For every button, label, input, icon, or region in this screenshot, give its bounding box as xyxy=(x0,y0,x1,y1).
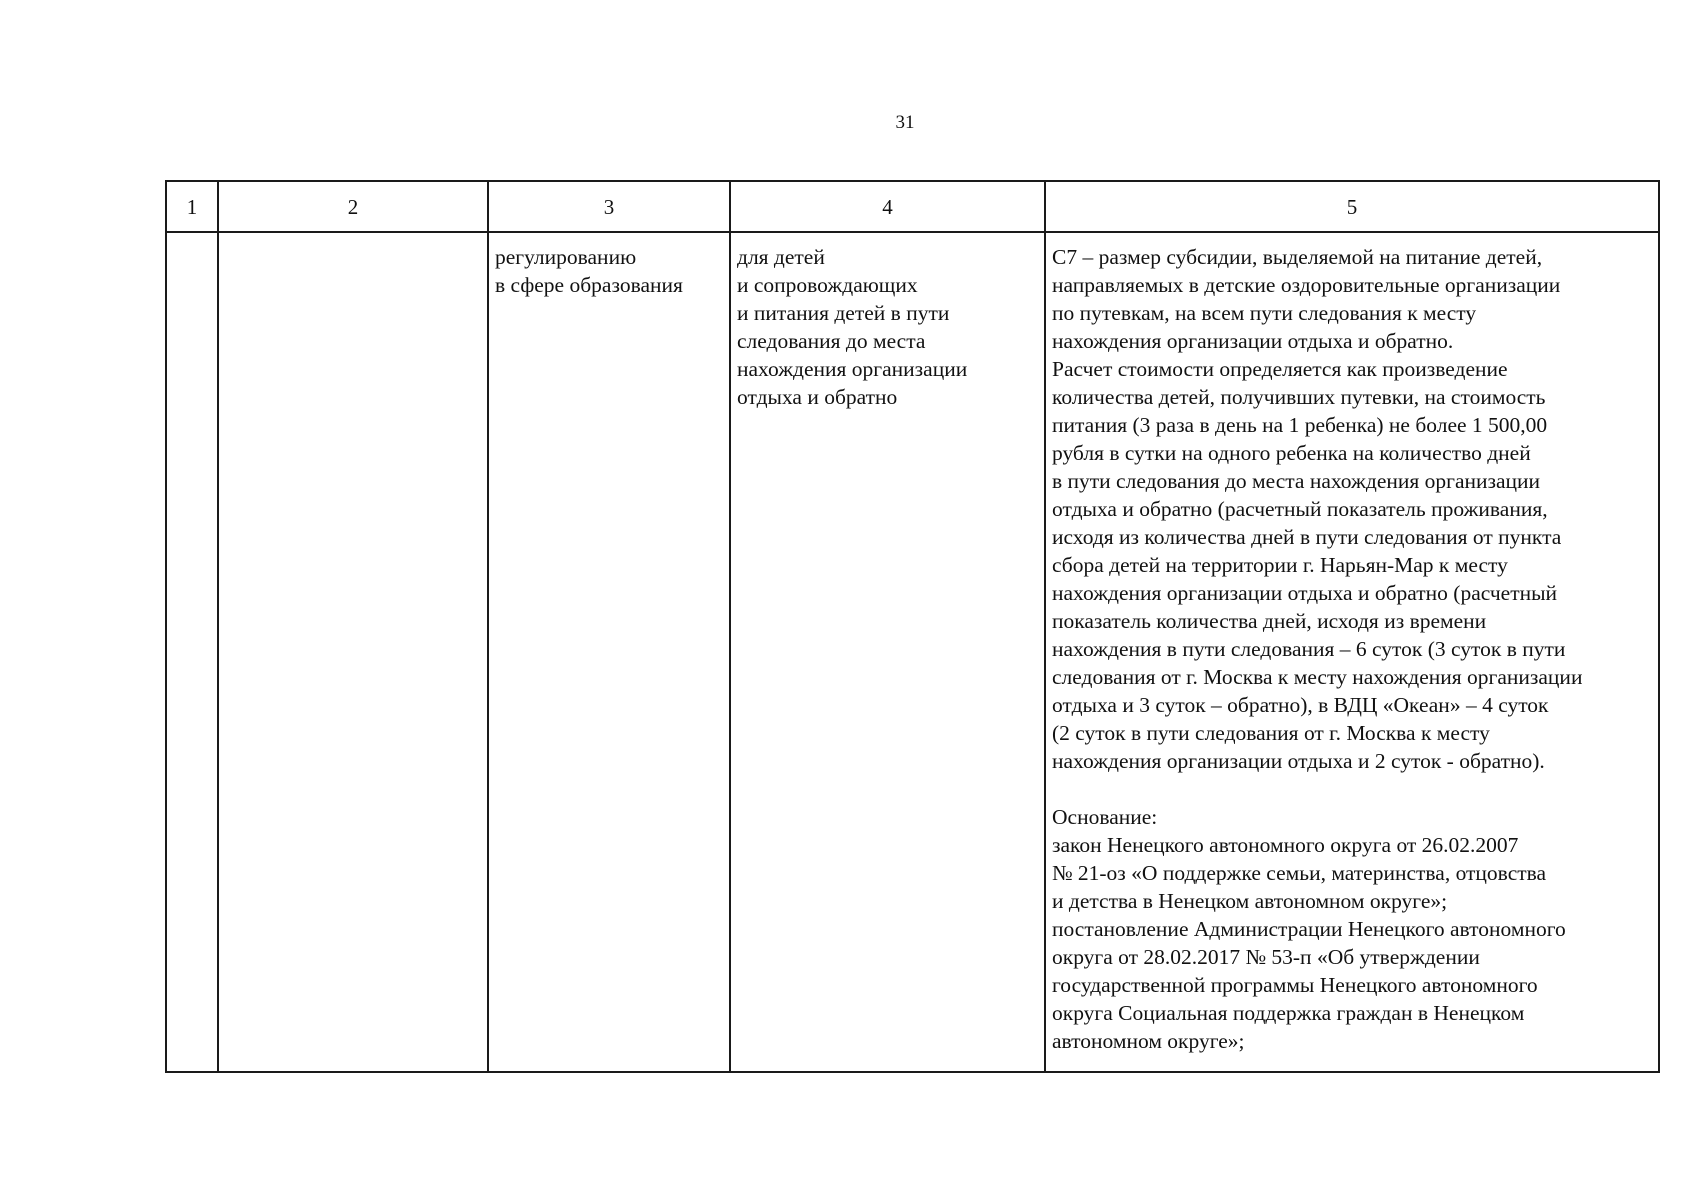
header-col-5: 5 xyxy=(1045,181,1659,232)
header-col-1: 1 xyxy=(166,181,218,232)
page-number: 31 xyxy=(895,112,915,133)
text-line: государственной программы Ненецкого автономного xyxy=(1052,973,1538,997)
legal-basis xyxy=(1052,803,1652,1055)
text-line: количества детей, получивших путевки, на стоимость xyxy=(1052,385,1546,409)
text-line: (2 суток в пути следования от г. Москва к месту xyxy=(1052,721,1490,745)
cell-col-2 xyxy=(218,232,488,1072)
text-line: отдыха и обратно xyxy=(737,385,898,409)
content-table xyxy=(165,180,1660,1073)
text-line: нахождения организации отдыха и обратно (расчетный xyxy=(1052,581,1558,605)
cell-col-3 xyxy=(488,232,730,1072)
text-line: № 21-оз «О поддержке семьи, материнства, отцовства xyxy=(1052,861,1547,885)
cell-col-5 xyxy=(1045,232,1659,1072)
header-col-3: 3 xyxy=(488,181,730,232)
text-line: нахождения организации отдыха и 2 суток - обратно). xyxy=(1052,749,1545,773)
text-line: и детства в Ненецком автономном округе»; xyxy=(1052,889,1448,913)
text-line: направляемых в детские оздоровительные организации xyxy=(1052,273,1561,297)
header-row xyxy=(166,181,1659,232)
text-line: по путевкам, на всем пути следования к месту xyxy=(1052,301,1477,325)
text-line: Расчет стоимости определяется как произведение xyxy=(1052,357,1508,381)
text-line: нахождения в пути следования – 6 суток (3 суток в пути xyxy=(1052,637,1566,661)
text-line: нахождения организации отдыха и обратно. xyxy=(1052,329,1454,353)
text-line: в пути следования до места нахождения организации xyxy=(1052,469,1541,493)
text-line: исходя из количества дней в пути следования от пункта xyxy=(1052,525,1562,549)
text-line: показатель количества дней, исходя из времени xyxy=(1052,609,1487,633)
text-line: С7 – размер субсидии, выделяемой на питание детей, xyxy=(1052,245,1543,269)
text-line: Основание: xyxy=(1052,805,1158,829)
table-row xyxy=(166,232,1659,1072)
text-line: и сопровождающих xyxy=(737,273,918,297)
text-line: постановление Администрации Ненецкого автономного xyxy=(1052,917,1566,941)
text-line: для детей xyxy=(737,245,825,269)
subsidy-description xyxy=(1052,243,1652,775)
header-col-2: 2 xyxy=(218,181,488,232)
text-line: нахождения организации xyxy=(737,357,968,381)
text-line: округа от 28.02.2017 № 53-п «Об утверждении xyxy=(1052,945,1480,969)
text-line: отдыха и обратно (расчетный показатель проживания, xyxy=(1052,497,1548,521)
text-line: округа Социальная поддержка граждан в Ненецком xyxy=(1052,1001,1525,1025)
text-line: следования до места xyxy=(737,329,926,353)
header-col-4: 4 xyxy=(730,181,1045,232)
text-line: закон Ненецкого автономного округа от 26.02.2007 xyxy=(1052,833,1519,857)
text-line: регулированию xyxy=(495,245,637,269)
text-line: автономном округе»; xyxy=(1052,1029,1245,1053)
text-line: питания (3 раза в день на 1 ребенка) не более 1 500,00 xyxy=(1052,413,1548,437)
text-line: в сфере образования xyxy=(495,273,683,297)
text-line: рубля в сутки на одного ребенка на количество дней xyxy=(1052,441,1531,465)
paragraph-gap xyxy=(1052,775,1652,803)
text-line: и питания детей в пути xyxy=(737,301,950,325)
text-line: отдыха и 3 суток – обратно), в ВДЦ «Океан» – 4 суток xyxy=(1052,693,1549,717)
cell-col-1 xyxy=(166,232,218,1072)
cell-col-4 xyxy=(730,232,1045,1072)
text-line: следования от г. Москва к месту нахождения организации xyxy=(1052,665,1583,689)
text-line: сбора детей на территории г. Нарьян-Мар к месту xyxy=(1052,553,1508,577)
